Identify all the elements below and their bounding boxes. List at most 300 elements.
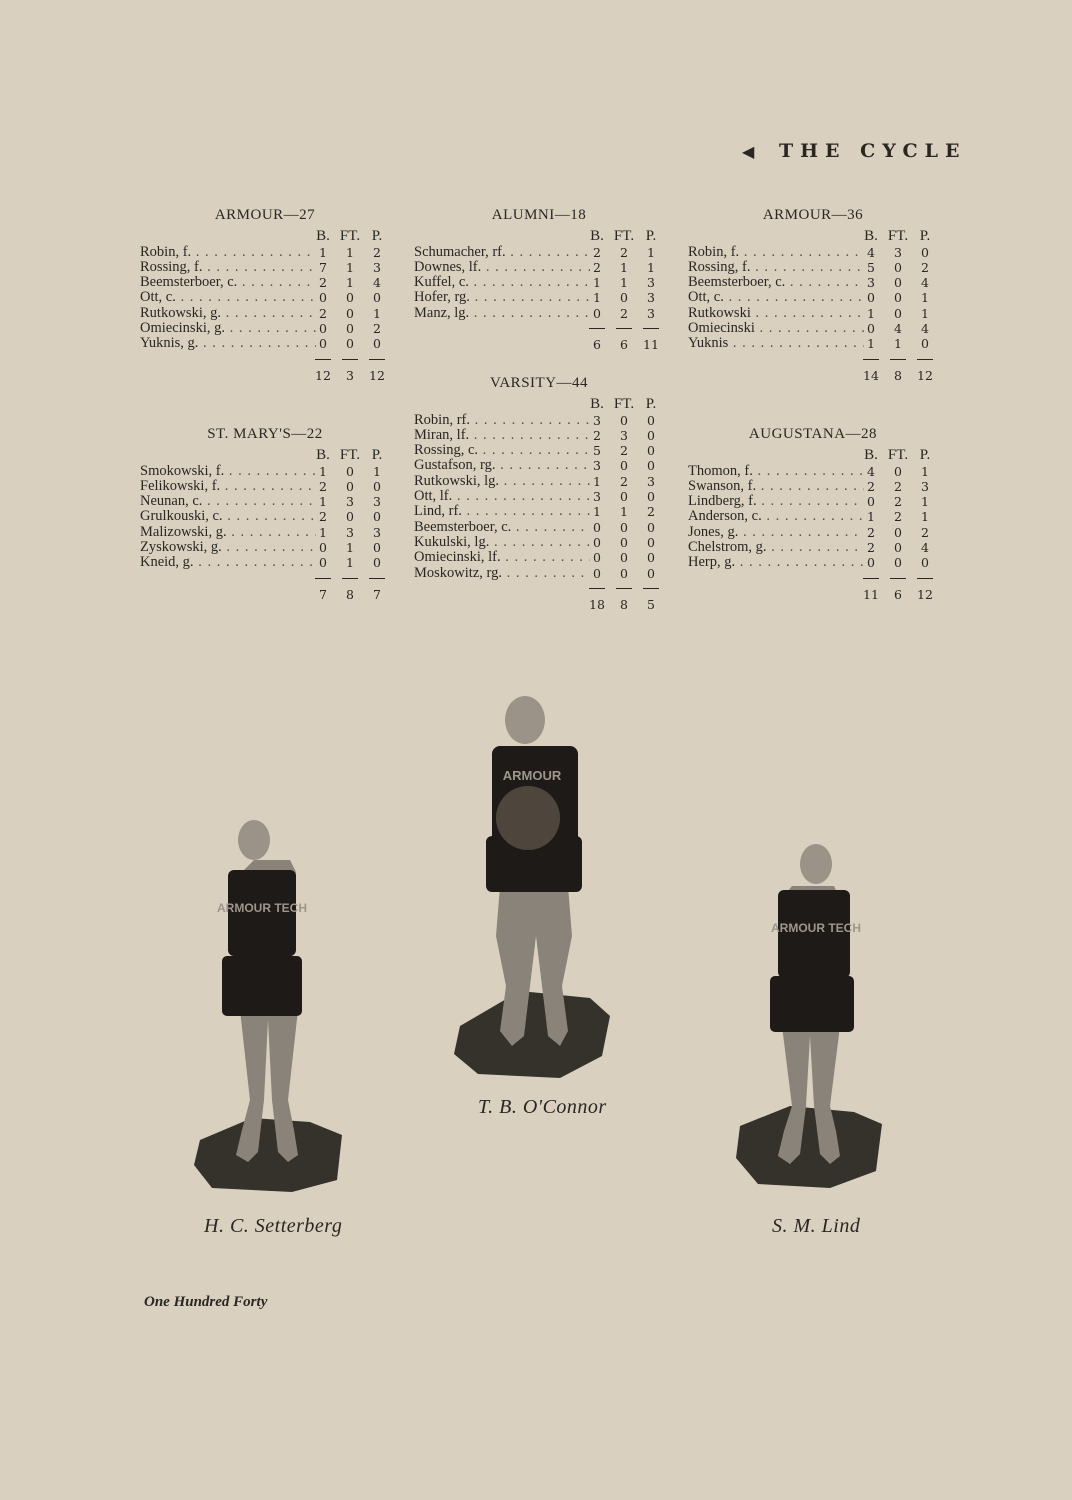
player-row	[414, 428, 664, 443]
baskets-value: 2	[593, 259, 601, 275]
free-throws-value: 1	[620, 259, 628, 275]
player-name: Omiecinski, g. . . .	[140, 321, 316, 336]
arrow-left-icon: ◀	[742, 142, 762, 161]
running-head	[742, 140, 966, 162]
player-name: Rossing, c. . . .	[414, 443, 590, 458]
total-baskets: 18	[589, 596, 605, 612]
header-free-throws: FT.	[339, 228, 361, 245]
free-throws-value: 2	[894, 509, 902, 525]
player-name: Lindberg, f. . . .	[688, 494, 864, 509]
personals-value: 2	[373, 321, 381, 337]
total-free-throws: 6	[620, 337, 628, 353]
baskets-value: 1	[593, 473, 601, 489]
free-throws-value: 0	[620, 565, 628, 581]
player-row	[414, 260, 664, 275]
total-personals: 5	[647, 596, 655, 612]
free-throws-value: 2	[894, 478, 902, 494]
free-throws-value: 2	[620, 473, 628, 489]
free-throws-value: 0	[620, 458, 628, 474]
player-row	[140, 260, 390, 275]
personals-value: 1	[921, 305, 929, 321]
player-name: Omiecinski, lf. . . .	[414, 550, 590, 565]
personals-value: 3	[647, 275, 655, 291]
baskets-value: 0	[593, 550, 601, 566]
personals-value: 1	[921, 509, 929, 525]
player-row	[140, 479, 390, 494]
box-title: ARMOUR—36	[762, 207, 864, 223]
photo-shadow	[736, 1106, 882, 1188]
baskets-value: 2	[867, 540, 875, 556]
free-throws-value: 1	[894, 336, 902, 352]
player-row	[688, 525, 938, 540]
totals-row	[414, 337, 664, 352]
player-shorts	[770, 976, 854, 1032]
free-throws-value: 0	[894, 463, 902, 479]
box-augustana-28	[688, 427, 938, 602]
header-personals: P.	[645, 228, 657, 245]
player-row	[140, 306, 390, 321]
total-free-throws: 8	[894, 367, 902, 383]
total-baskets: 12	[315, 367, 331, 383]
personals-value: 0	[373, 290, 381, 306]
player-name: Robin, f. . . .	[688, 245, 864, 260]
player-row	[688, 290, 938, 305]
player-name: Anderson, c. . . .	[688, 509, 864, 524]
player-row	[688, 494, 938, 509]
player-name: Lind, rf. . . .	[414, 504, 590, 519]
free-throws-value: 2	[620, 244, 628, 260]
player-name: Miran, lf. . . .	[414, 428, 590, 443]
header-free-throws: FT.	[613, 228, 635, 245]
player-name: Schumacher, rf. . . .	[414, 245, 590, 260]
free-throws-value: 0	[620, 534, 628, 550]
personals-value: 3	[647, 305, 655, 321]
header-free-throws: FT.	[339, 447, 361, 464]
baskets-value: 5	[867, 259, 875, 275]
total-free-throws: 6	[894, 586, 902, 602]
player-row	[414, 566, 664, 581]
baskets-value: 0	[593, 305, 601, 321]
column-header-row	[688, 448, 938, 463]
box-title: ST. MARY'S—22	[207, 426, 323, 442]
total-baskets: 6	[593, 337, 601, 353]
personals-value: 3	[647, 473, 655, 489]
personals-value: 0	[373, 509, 381, 525]
totals-row	[688, 587, 938, 602]
header-free-throws: FT.	[887, 228, 909, 245]
totals-row	[140, 368, 390, 383]
totals-row	[688, 368, 938, 383]
player-photo-setterberg	[192, 800, 352, 1200]
baskets-value: 0	[593, 519, 601, 535]
personals-value: 3	[647, 290, 655, 306]
player-row	[414, 458, 664, 473]
player-row	[688, 555, 938, 570]
personals-value: 3	[373, 259, 381, 275]
player-row	[414, 245, 664, 260]
free-throws-value: 0	[894, 540, 902, 556]
free-throws-value: 0	[346, 321, 354, 337]
player-row	[140, 290, 390, 305]
player-row	[140, 555, 390, 570]
free-throws-value: 0	[620, 519, 628, 535]
player-row	[414, 413, 664, 428]
baskets-value: 0	[319, 540, 327, 556]
baskets-value: 3	[867, 275, 875, 291]
player-photo-oconnor	[450, 686, 620, 1086]
baskets-value: 0	[319, 321, 327, 337]
personals-value: 1	[647, 259, 655, 275]
player-name: Kuffel, c. . . .	[414, 275, 590, 290]
player-name: Zyskowski, g. . . .	[140, 540, 316, 555]
header-personals: P.	[371, 228, 383, 245]
baskets-value: 2	[867, 478, 875, 494]
player-name: Herp, g. . . .	[688, 555, 864, 570]
player-row	[688, 509, 938, 524]
header-free-throws: FT.	[613, 396, 635, 413]
player-name: Omiecinski . . .	[688, 321, 864, 336]
publication-title: THE CYCLE	[778, 140, 967, 162]
column-header-row	[414, 397, 664, 412]
header-personals: P.	[645, 396, 657, 413]
free-throws-value: 0	[894, 259, 902, 275]
box-armour-36	[688, 208, 938, 383]
free-throws-value: 1	[346, 244, 354, 260]
free-throws-value: 1	[346, 275, 354, 291]
personals-value: 3	[373, 524, 381, 540]
totals-row	[140, 587, 390, 602]
totals-rule	[688, 352, 938, 368]
personals-value: 0	[647, 412, 655, 428]
player-name: Grulkouski, c. . . .	[140, 509, 316, 524]
player-name: Rutkowski, g. . . .	[140, 306, 316, 321]
column-header-row	[414, 229, 664, 244]
player-row	[688, 479, 938, 494]
baskets-value: 0	[867, 290, 875, 306]
player-row	[140, 540, 390, 555]
player-row	[140, 275, 390, 290]
box-title: ALUMNI—18	[491, 207, 587, 223]
free-throws-value: 0	[894, 290, 902, 306]
personals-value: 0	[647, 458, 655, 474]
baskets-value: 3	[593, 412, 601, 428]
baskets-value: 0	[593, 565, 601, 581]
player-name: Jones, g. . . .	[688, 525, 864, 540]
free-throws-value: 0	[894, 524, 902, 540]
baskets-value: 1	[319, 494, 327, 510]
player-row	[140, 525, 390, 540]
player-name: Ott, lf. . . .	[414, 489, 590, 504]
personals-value: 1	[921, 290, 929, 306]
personals-value: 3	[373, 494, 381, 510]
column-header-row	[140, 448, 390, 463]
player-name: Neunan, c. . . .	[140, 494, 316, 509]
total-free-throws: 8	[620, 596, 628, 612]
player-name: Beemsterboer, c. . . .	[414, 520, 590, 535]
total-personals: 12	[917, 586, 933, 602]
jersey-lettering: ARMOUR	[502, 768, 562, 783]
personals-value: 0	[921, 336, 929, 352]
free-throws-value: 3	[346, 494, 354, 510]
free-throws-value: 1	[346, 259, 354, 275]
baskets-value: 2	[867, 524, 875, 540]
jersey-lettering: ARMOUR TECH	[771, 921, 861, 935]
totals-rule	[140, 352, 390, 368]
baskets-value: 1	[867, 509, 875, 525]
personals-value: 0	[647, 550, 655, 566]
player-name: Moskowitz, rg. . . .	[414, 566, 590, 581]
baskets-value: 0	[319, 336, 327, 352]
total-personals: 12	[917, 367, 933, 383]
totals-rule	[414, 321, 664, 337]
photo-shadow	[194, 1118, 342, 1192]
personals-value: 0	[373, 540, 381, 556]
free-throws-value: 1	[346, 555, 354, 571]
baskets-value: 2	[319, 509, 327, 525]
personals-value: 1	[921, 494, 929, 510]
player-name: Robin, rf. . . .	[414, 413, 590, 428]
baskets-value: 0	[319, 290, 327, 306]
personals-value: 2	[921, 524, 929, 540]
baskets-value: 1	[867, 336, 875, 352]
total-personals: 12	[369, 367, 385, 383]
baskets-value: 4	[867, 463, 875, 479]
header-personals: P.	[919, 228, 931, 245]
player-name: Robin, f. . . .	[140, 245, 316, 260]
personals-value: 4	[921, 275, 929, 291]
personals-value: 1	[921, 463, 929, 479]
free-throws-value: 1	[620, 504, 628, 520]
totals-row	[414, 597, 664, 612]
baskets-value: 3	[593, 458, 601, 474]
personals-value: 0	[373, 555, 381, 571]
personals-value: 0	[647, 489, 655, 505]
player-name: Beemsterboer, c. . . .	[140, 275, 316, 290]
column-header-row	[140, 229, 390, 244]
personals-value: 4	[921, 540, 929, 556]
baskets-value: 5	[593, 443, 601, 459]
header-baskets: B.	[316, 447, 330, 464]
baskets-value: 0	[319, 555, 327, 571]
personals-value: 1	[373, 463, 381, 479]
player-name: Manz, lg. . . .	[414, 306, 590, 321]
free-throws-value: 1	[346, 540, 354, 556]
player-row	[414, 275, 664, 290]
total-baskets: 7	[319, 586, 327, 602]
free-throws-value: 2	[620, 305, 628, 321]
baskets-value: 0	[867, 494, 875, 510]
personals-value: 0	[647, 534, 655, 550]
baskets-value: 4	[867, 244, 875, 260]
baskets-value: 0	[867, 321, 875, 337]
baskets-value: 2	[319, 275, 327, 291]
box-title: VARSITY—44	[489, 375, 589, 391]
player-name: Smokowski, f. . . .	[140, 464, 316, 479]
player-row	[688, 336, 938, 351]
personals-value: 2	[647, 504, 655, 520]
player-row	[414, 290, 664, 305]
baskets-value: 7	[319, 259, 327, 275]
box-armour-27	[140, 208, 390, 383]
caption-lind: S. M. Lind	[772, 1215, 861, 1237]
player-row	[414, 306, 664, 321]
header-baskets: B.	[590, 396, 604, 413]
player-row	[688, 245, 938, 260]
personals-value: 1	[373, 305, 381, 321]
player-row	[414, 550, 664, 565]
header-baskets: B.	[864, 447, 878, 464]
header-free-throws: FT.	[887, 447, 909, 464]
player-head	[800, 844, 832, 884]
player-name: Kukulski, lg. . . .	[414, 535, 590, 550]
baskets-value: 1	[319, 463, 327, 479]
player-row	[140, 494, 390, 509]
free-throws-value: 0	[894, 305, 902, 321]
player-row	[414, 504, 664, 519]
header-baskets: B.	[864, 228, 878, 245]
baskets-value: 2	[593, 427, 601, 443]
baskets-value: 1	[593, 290, 601, 306]
player-row	[414, 474, 664, 489]
baskets-value: 2	[319, 305, 327, 321]
free-throws-value: 0	[346, 509, 354, 525]
player-row	[140, 321, 390, 336]
free-throws-value: 4	[894, 321, 902, 337]
header-baskets: B.	[590, 228, 604, 245]
free-throws-value: 0	[620, 489, 628, 505]
caption-setterberg: H. C. Setterberg	[204, 1215, 343, 1237]
personals-value: 4	[373, 275, 381, 291]
player-name: Hofer, rg. . . .	[414, 290, 590, 305]
box-alumni-18	[414, 208, 664, 352]
free-throws-value: 0	[894, 555, 902, 571]
free-throws-value: 0	[346, 336, 354, 352]
baskets-value: 1	[319, 244, 327, 260]
free-throws-value: 1	[620, 275, 628, 291]
header-personals: P.	[371, 447, 383, 464]
free-throws-value: 0	[620, 412, 628, 428]
player-head	[505, 696, 545, 744]
player-name: Rossing, f. . . .	[140, 260, 316, 275]
player-name: Beemsterboer, c. . . .	[688, 275, 864, 290]
total-personals: 7	[373, 586, 381, 602]
player-row	[414, 443, 664, 458]
free-throws-value: 0	[894, 275, 902, 291]
player-name: Kneid, g. . . .	[140, 555, 316, 570]
box-varsity-44	[414, 376, 664, 612]
player-name: Downes, lf. . . .	[414, 260, 590, 275]
baskets-value: 2	[319, 478, 327, 494]
player-row	[140, 336, 390, 351]
player-row	[688, 321, 938, 336]
personals-value: 1	[647, 244, 655, 260]
baskets-value: 0	[593, 534, 601, 550]
player-head	[238, 820, 270, 860]
total-free-throws: 8	[346, 586, 354, 602]
player-name: Gustafson, rg. . . .	[414, 458, 590, 473]
player-shorts	[222, 956, 302, 1016]
player-name: Ott, c. . . .	[140, 290, 316, 305]
jersey-lettering: ARMOUR TECH	[217, 901, 307, 915]
personals-value: 0	[647, 519, 655, 535]
free-throws-value: 0	[346, 478, 354, 494]
player-row	[414, 520, 664, 535]
player-row	[688, 540, 938, 555]
player-row	[414, 535, 664, 550]
baskets-value: 1	[593, 504, 601, 520]
player-name: Malizowski, g. . . .	[140, 525, 316, 540]
totals-rule	[414, 581, 664, 597]
free-throws-value: 0	[620, 290, 628, 306]
free-throws-value: 3	[620, 427, 628, 443]
header-baskets: B.	[316, 228, 330, 245]
player-name: Swanson, f. . . .	[688, 479, 864, 494]
player-name: Rutkowski . . .	[688, 306, 864, 321]
free-throws-value: 3	[894, 244, 902, 260]
player-name: Yuknis, g. . . .	[140, 336, 316, 351]
player-name: Rossing, f. . . .	[688, 260, 864, 275]
free-throws-value: 0	[620, 550, 628, 566]
player-row	[688, 464, 938, 479]
player-row	[140, 464, 390, 479]
baskets-value: 3	[593, 489, 601, 505]
personals-value: 0	[921, 244, 929, 260]
total-baskets: 11	[863, 586, 879, 602]
player-row	[688, 260, 938, 275]
total-baskets: 14	[863, 367, 879, 383]
personals-value: 0	[647, 565, 655, 581]
personals-value: 2	[373, 244, 381, 260]
player-name: Rutkowski, lg. . . .	[414, 474, 590, 489]
player-name: Yuknis . . .	[688, 336, 864, 351]
player-photo-lind	[734, 826, 894, 1206]
baskets-value: 1	[593, 275, 601, 291]
personals-value: 0	[373, 478, 381, 494]
player-row	[688, 275, 938, 290]
photo-shadow	[454, 991, 610, 1078]
box-st-marys-22	[140, 427, 390, 602]
player-row	[688, 306, 938, 321]
baskets-value: 2	[593, 244, 601, 260]
basketball	[496, 786, 560, 850]
personals-value: 0	[647, 443, 655, 459]
baskets-value: 1	[319, 524, 327, 540]
player-name: Thomon, f. . . .	[688, 464, 864, 479]
total-personals: 11	[643, 337, 659, 353]
caption-oconnor: T. B. O'Connor	[478, 1096, 607, 1118]
free-throws-value: 2	[894, 494, 902, 510]
header-personals: P.	[919, 447, 931, 464]
personals-value: 3	[921, 478, 929, 494]
personals-value: 0	[647, 427, 655, 443]
player-row	[140, 509, 390, 524]
free-throws-value: 3	[346, 524, 354, 540]
page-number: One Hundred Forty	[144, 1294, 268, 1310]
totals-rule	[688, 571, 938, 587]
player-row	[414, 489, 664, 504]
player-name: Chelstrom, g. . . .	[688, 540, 864, 555]
column-header-row	[688, 229, 938, 244]
free-throws-value: 0	[346, 290, 354, 306]
player-name: Felikowski, f. . . .	[140, 479, 316, 494]
free-throws-value: 0	[346, 463, 354, 479]
baskets-value: 0	[867, 555, 875, 571]
baskets-value: 1	[867, 305, 875, 321]
total-free-throws: 3	[346, 367, 354, 383]
totals-rule	[140, 571, 390, 587]
free-throws-value: 0	[346, 305, 354, 321]
personals-value: 2	[921, 259, 929, 275]
